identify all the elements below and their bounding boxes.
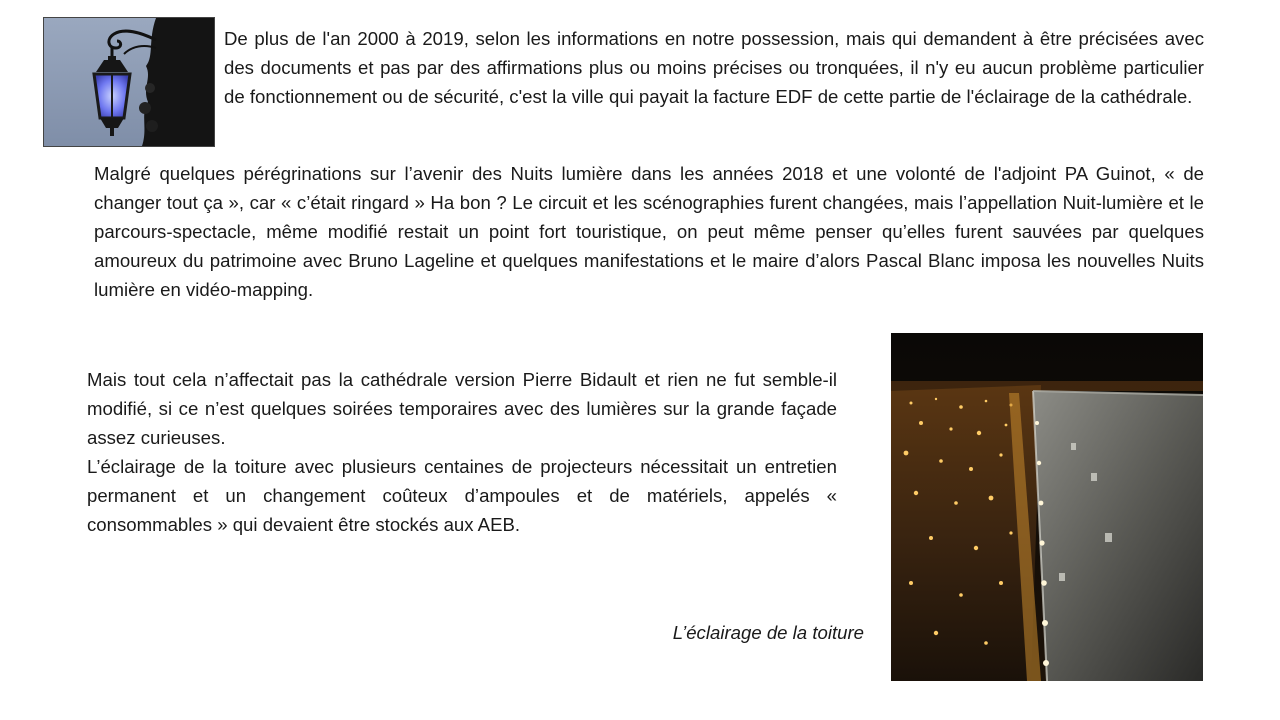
cathedral-paragraph — [87, 365, 837, 539]
lantern-photo — [43, 17, 215, 147]
roof-photo-caption: L’éclairage de la toiture — [672, 622, 864, 643]
nuits-lumiere-paragraph: Malgré quelques pérégrinations sur l’avenir des Nuits lumière dans les années 2018 et une volonté de l'adjoint PA Guinot, « de changer tout ça », car « c’était ringard » Ha bon ? Le circuit et les scénographies furent changées, mais l’appellation Nuit-lumière et le parcours-spectacle, même modifié restait un point fort touristique, on peut même penser qu’elles furent sauvées par quelques amoureux du patrimoine avec Bruno Lageline et quelques manifestations et le maire d’alors Pascal Blanc imposa les nouvelles Nuits lumière en vidéo-mapping. — [94, 163, 1204, 300]
roof-photo — [891, 333, 1203, 681]
cathedral-paragraph-first: Mais tout cela n’affectait pas la cathédrale version Pierre Bidault et rien ne fut semble-il modifié, si ce n’est quelques soirées temporaires avec des lumières sur la grande façade assez curieuses. — [87, 369, 837, 448]
intro-paragraph: De plus de l'an 2000 à 2019, selon les informations en notre possession, mais qui demandent à être précisées avec des documents et pas par des affirmations plus ou moins précises ou tronquées, il n'y eu aucun problème particulier de fonctionnement ou de sécurité, c'est la ville qui payait la facture EDF de cette partie de l'éclairage de la cathédrale. — [224, 28, 1204, 107]
cathedral-paragraph-second: L’éclairage de la toiture avec plusieurs centaines de projecteurs nécessitait un entretien permanent et un changement coûteux d’ampoules et de matériels, appelés « consommables » qui devaient être stockés aux AEB. — [87, 456, 837, 535]
